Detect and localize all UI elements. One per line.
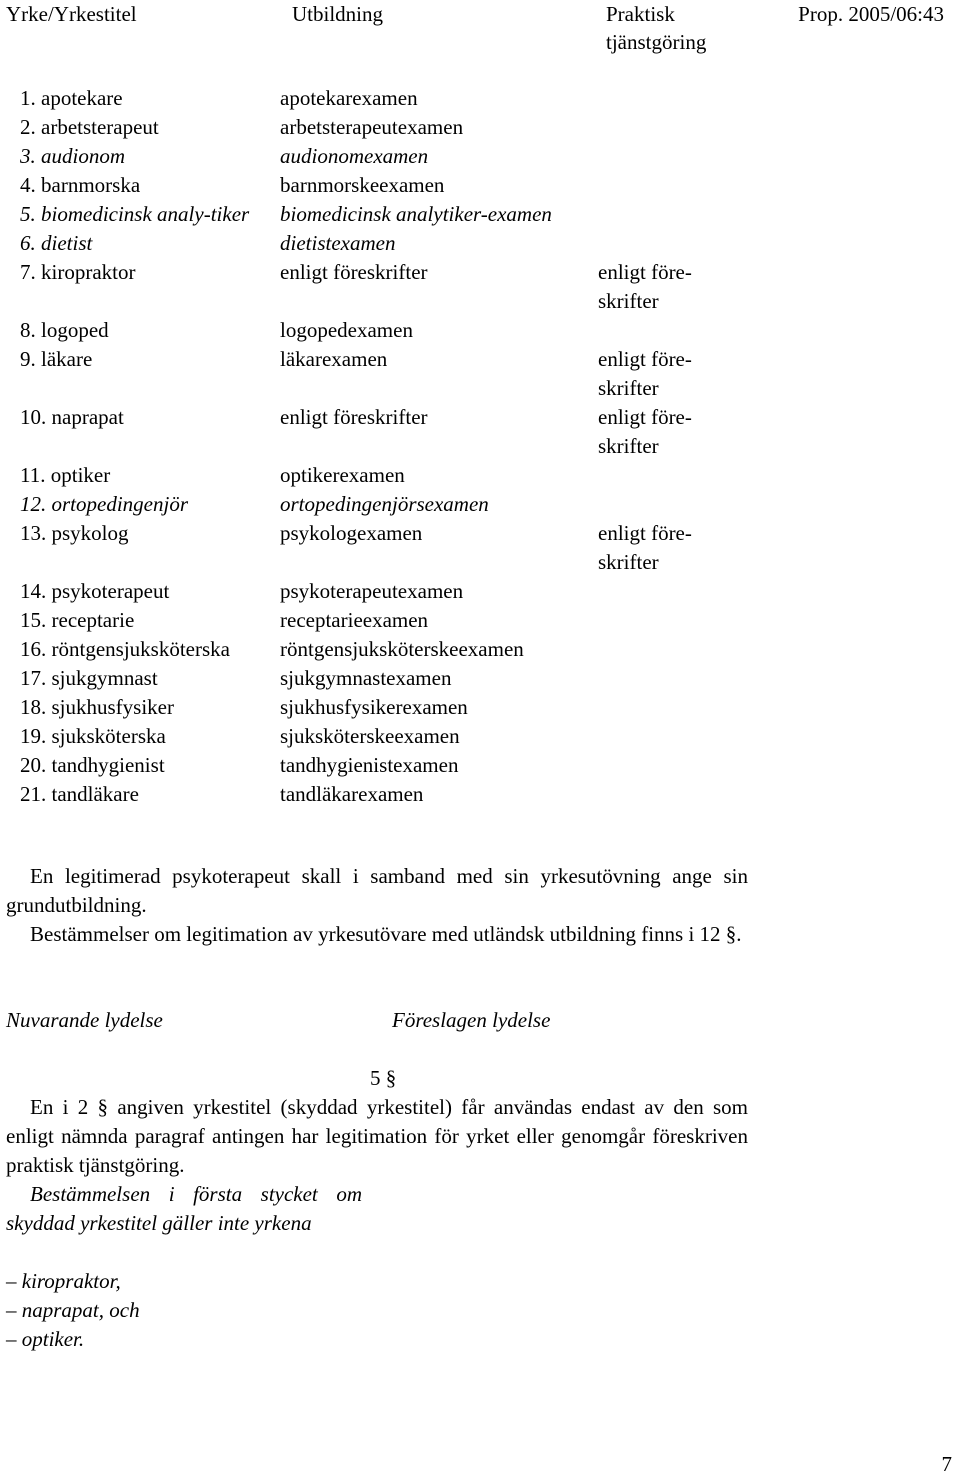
header-prop-number: Prop. 2005/06:43 [798,2,944,26]
education-requirement: arbetsterapeutexamen [280,115,464,139]
table-row [0,490,760,519]
profession-name: tandläkare [51,782,139,806]
table-row [0,751,760,780]
profession-title [0,577,280,606]
practical-service-requirement: enligt före-skrifter [598,347,692,400]
table-row [0,693,760,722]
profession-name: audionom [41,144,125,168]
profession-name: röntgensjuksköterska [51,637,230,661]
education-requirement: tandläkarexamen [280,782,424,806]
table-row [0,171,760,200]
profession-title [0,635,280,664]
profession-name: dietist [41,231,93,255]
education-requirement: enligt föreskrifter [280,260,428,284]
profession-name: optiker [50,463,111,487]
education-requirement: dietistexamen [280,231,396,255]
profession-title [0,229,280,258]
row-number: 4. [20,173,36,197]
row-number: 12. [20,492,47,516]
paragraph-protected-title: En i 2 § angiven yrkestitel (skyddad yrkestitel) får användas endast av den som enligt nämnda paragraf antingen har legitimation för yrket eller genomgår föreskriven praktisk tjänstgöring. [6,1095,748,1177]
table-row [0,142,760,171]
profession-title [0,200,280,229]
row-number: 6. [20,231,36,255]
row-number: 8. [20,318,36,342]
table-row [0,722,760,751]
education-requirement: receptarieexamen [280,608,429,632]
row-number: 10. [20,405,47,429]
education-requirement: enligt föreskrifter [280,405,428,429]
list-item: – naprapat, och [6,1298,140,1322]
education-requirement: apotekarexamen [280,86,418,110]
table-row [0,113,760,142]
proposed-wording-label: Föreslagen lydelse [392,1008,551,1032]
education-requirement: psykoterapeutexamen [280,579,464,603]
practical-service-requirement [598,171,718,200]
profession-name: biomedicinsk analy-tiker [41,202,250,226]
practical-service-requirement [598,316,718,345]
table-row [0,258,760,316]
practical-service-requirement [598,461,718,490]
profession-title [0,751,280,780]
practical-service-requirement [598,722,718,751]
row-number: 14. [20,579,47,603]
practical-service-requirement [598,229,718,258]
list-item: – kiropraktor, [6,1269,121,1293]
table-row [0,780,760,809]
profession-name: sjukgymnast [51,666,158,690]
section-number: 5 § [370,1066,397,1090]
education-requirement: biomedicinsk analytiker-examen [280,202,552,226]
row-number: 20. [20,753,47,777]
profession-name: receptarie [51,608,135,632]
practical-service-requirement [598,113,718,142]
practical-service-requirement [598,635,718,664]
row-number: 16. [20,637,47,661]
education-requirement: röntgensjuksköterskeexamen [280,637,524,661]
row-number: 19. [20,724,47,748]
header-education: Utbildning [292,2,384,26]
row-number: 3. [20,144,36,168]
practical-service-requirement [598,577,718,606]
row-number: 18. [20,695,47,719]
exception-list [6,1267,140,1354]
profession-title [0,722,280,751]
row-number: 17. [20,666,47,690]
table-row [0,519,760,577]
education-requirement: audionomexamen [280,144,429,168]
table-row [0,606,760,635]
profession-table [0,84,760,809]
profession-name: psykolog [51,521,129,545]
practical-service-requirement [598,664,718,693]
profession-name: arbetsterapeut [41,115,159,139]
row-number: 1. [20,86,36,110]
row-number: 11. [20,463,46,487]
profession-title [0,316,280,345]
practical-service-requirement [598,490,718,519]
education-requirement: tandhygienistexamen [280,753,459,777]
paragraph-psychotherapist: En legitimerad psykoterapeut skall i samband med sin yrkesutövning ange sin grundutbildning. [6,864,748,917]
profession-name: naprapat [51,405,124,429]
profession-title [0,258,280,316]
current-wording-label: Nuvarande lydelse [6,1008,163,1032]
practical-service-requirement [598,751,718,780]
profession-title [0,345,280,403]
profession-name: logoped [41,318,109,342]
row-number: 15. [20,608,47,632]
row-number: 5. [20,202,36,226]
paragraph-exception: Bestämmelsen i första stycket om skyddad yrkestitel gäller inte yrkena [6,1182,362,1235]
profession-title [0,519,280,577]
profession-name: apotekare [41,86,123,110]
education-requirement: sjukhusfysikerexamen [280,695,468,719]
education-requirement: sjukgymnastexamen [280,666,452,690]
practical-service-requirement [598,693,718,722]
profession-name: läkare [41,347,93,371]
practical-service-requirement [598,200,718,229]
row-number: 13. [20,521,47,545]
profession-name: sjuksköterska [51,724,166,748]
table-row [0,664,760,693]
table-row [0,229,760,258]
profession-title [0,113,280,142]
education-requirement: optikerexamen [280,463,405,487]
table-row [0,635,760,664]
paragraph-foreign-education: Bestämmelser om legitimation av yrkesutövare med utländsk utbildning finns i 12 §. [30,922,742,946]
profession-name: kiropraktor [41,260,136,284]
profession-title [0,461,280,490]
row-number: 21. [20,782,47,806]
profession-title [0,403,280,461]
table-row [0,84,760,113]
list-item: – optiker. [6,1327,85,1351]
practical-service-requirement [598,142,718,171]
profession-name: ortopedingenjör [51,492,188,516]
practical-service-requirement: enligt före-skrifter [598,405,692,458]
profession-name: sjukhusfysiker [51,695,174,719]
table-row [0,316,760,345]
profession-name: tandhygienist [51,753,165,777]
header-practical-service: Praktisk tjänstgöring [606,2,707,54]
education-requirement: läkarexamen [280,347,388,371]
education-requirement: barnmorskeexamen [280,173,445,197]
profession-title [0,84,280,113]
table-row [0,345,760,403]
profession-title [0,664,280,693]
profession-title [0,606,280,635]
profession-name: psykoterapeut [51,579,170,603]
practical-service-requirement [598,780,718,809]
profession-title [0,693,280,722]
profession-title [0,171,280,200]
table-row [0,577,760,606]
header-profession: Yrke/Yrkestitel [6,2,137,26]
row-number: 7. [20,260,36,284]
profession-name: barnmorska [41,173,141,197]
practical-service-requirement [598,606,718,635]
practical-service-requirement [598,84,718,113]
table-row [0,200,760,229]
practical-service-requirement: enligt före-skrifter [598,521,692,574]
row-number: 2. [20,115,36,139]
education-requirement: logopedexamen [280,318,413,342]
education-requirement: psykologexamen [280,521,423,545]
table-row [0,403,760,461]
page-number: 7 [941,1452,952,1476]
row-number: 9. [20,347,36,371]
education-requirement: ortopedingenjörsexamen [280,492,489,516]
practical-service-requirement: enligt före-skrifter [598,260,692,313]
profession-title [0,780,280,809]
education-requirement: sjuksköterskeexamen [280,724,460,748]
profession-title [0,490,280,519]
table-row [0,461,760,490]
profession-title [0,142,280,171]
